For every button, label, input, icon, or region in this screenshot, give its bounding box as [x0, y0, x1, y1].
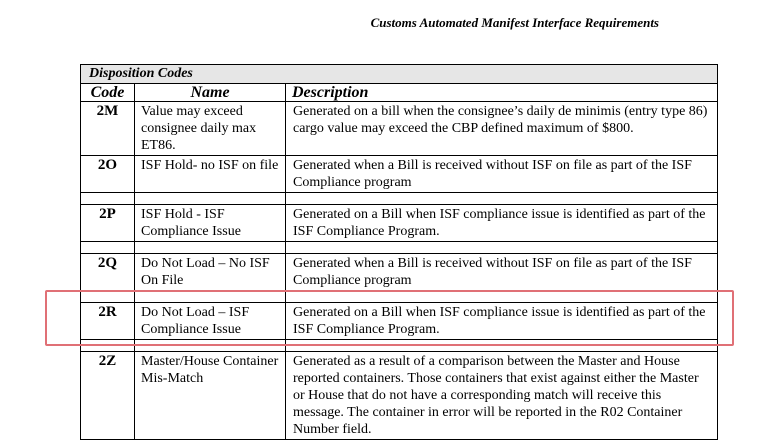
row-name: Value may exceed consignee daily max ET86. [135, 102, 286, 156]
column-header-description: Description [286, 84, 718, 102]
row-description: Generated as a result of a comparison between the Master and House reported containers. Those containers that exist against either the Master or House that do not have a corresponding match will receive this message. The container in error will be reported in the R02 Container Number field. [286, 352, 718, 440]
row-description: Generated on a Bill when ISF compliance issue is identified as part of the ISF Compliance Program. [286, 205, 718, 242]
column-header-code: Code [81, 84, 135, 102]
row-code: 2O [81, 156, 135, 193]
table-row-2q [81, 254, 718, 291]
row-code: 2Q [81, 254, 135, 291]
row-description: Generated on a Bill when ISF compliance issue is identified as part of the ISF Compliance Program. [286, 303, 718, 340]
table-spacer-row [81, 193, 718, 205]
table-caption: Disposition Codes [81, 65, 718, 84]
document-header-title: Customs Automated Manifest Interface Requirements [370, 15, 659, 30]
row-name: Do Not Load – No ISF On File [135, 254, 286, 291]
row-name: Master/House Container Mis-Match [135, 352, 286, 440]
highlight-box-row-2r [45, 290, 734, 346]
row-code: 2Z [81, 352, 135, 440]
table-row-2z [81, 352, 718, 440]
column-header-name: Name [135, 84, 286, 102]
row-description: Generated when a Bill is received without ISF on file as part of the ISF Compliance program [286, 254, 718, 291]
row-name: ISF Hold - ISF Compliance Issue [135, 205, 286, 242]
row-description: Generated on a bill when the consignee’s daily de minimis (entry type 86) cargo value may exceed the CBP defined maximum of $800. [286, 102, 718, 156]
row-description: Generated when a Bill is received without ISF on file as part of the ISF Compliance program [286, 156, 718, 193]
table-row-2m [81, 102, 718, 156]
row-code: 2R [81, 303, 135, 340]
row-name: Do Not Load – ISF Compliance Issue [135, 303, 286, 340]
row-code: 2M [81, 102, 135, 156]
disposition-codes-table [80, 64, 718, 440]
table-row-2p [81, 205, 718, 242]
row-code: 2P [81, 205, 135, 242]
table-row-2o [81, 156, 718, 193]
table-spacer-row [81, 242, 718, 254]
row-name: ISF Hold- no ISF on file [135, 156, 286, 193]
